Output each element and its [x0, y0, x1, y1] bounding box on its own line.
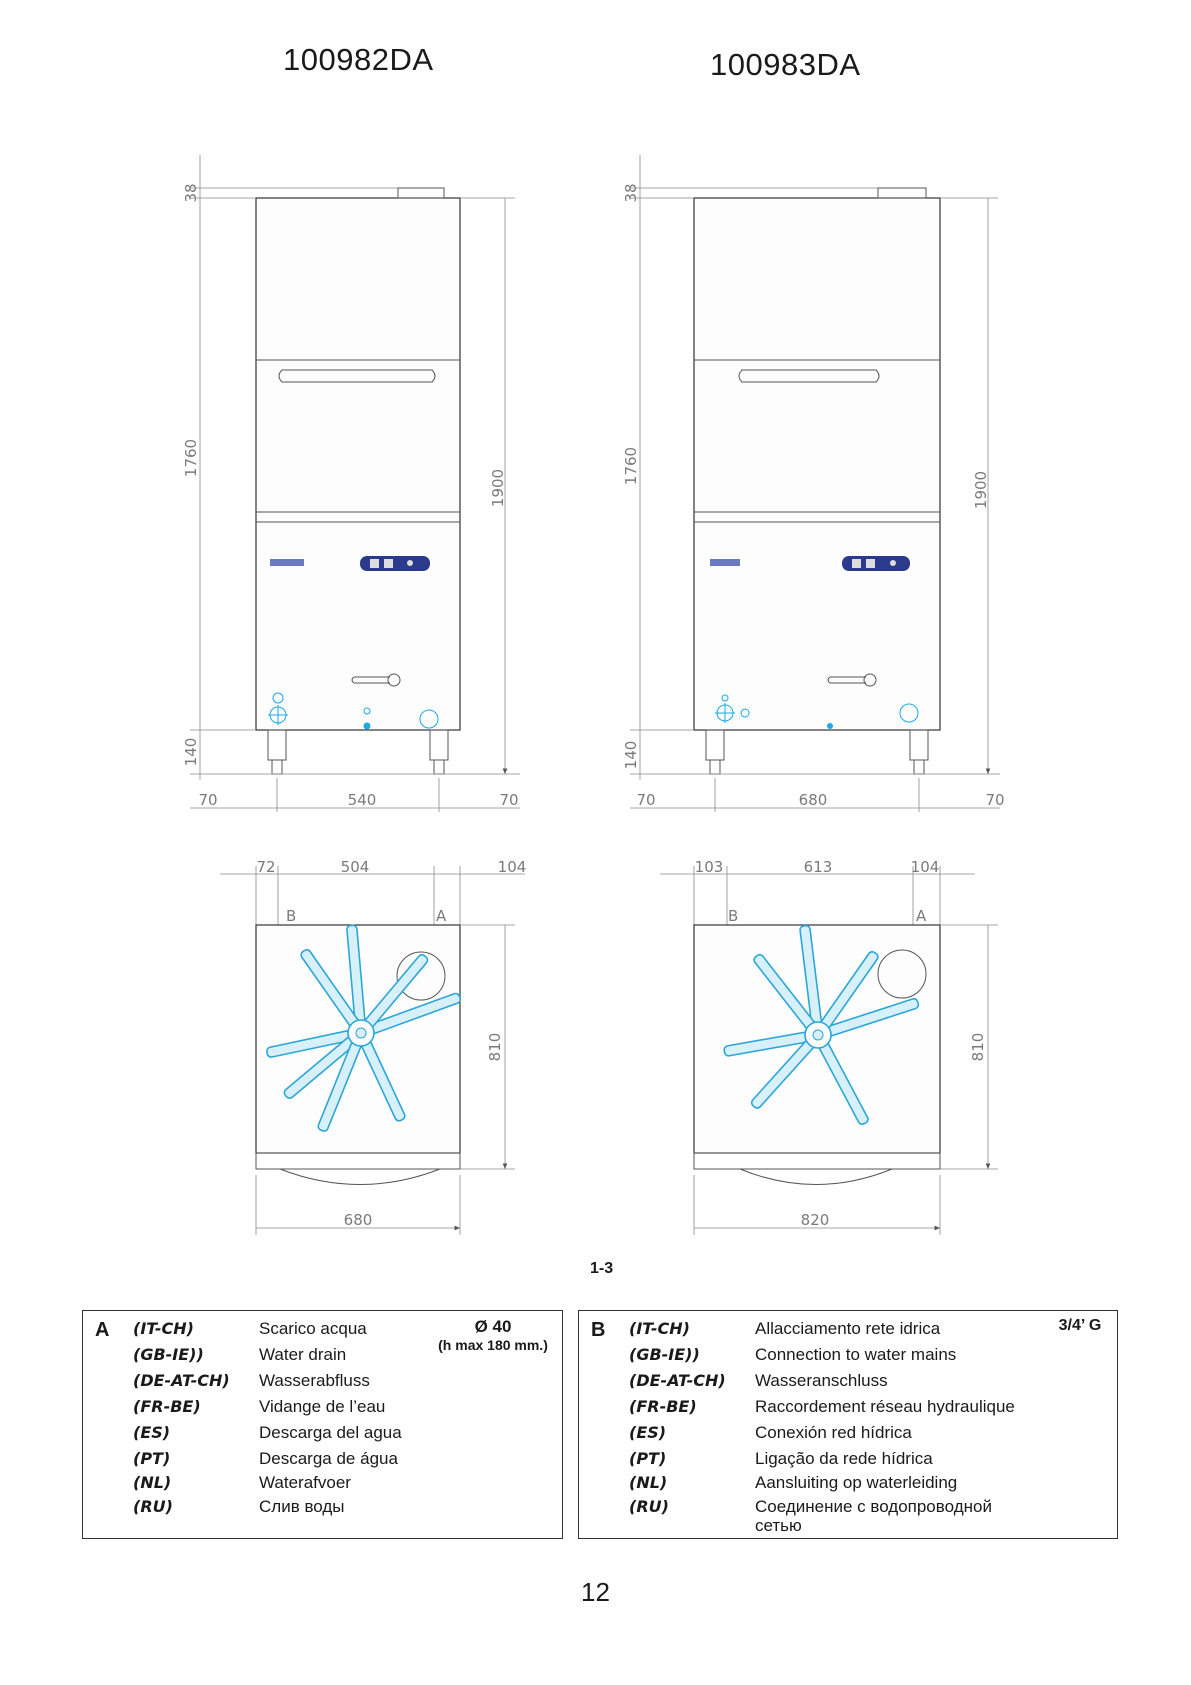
translation-text: Allacciamento rete idrica [755, 1319, 941, 1338]
language-code: (RU) [629, 1497, 669, 1516]
dim-total-height: 1900 [489, 468, 507, 508]
translation-text: Waterafvoer [259, 1473, 351, 1492]
language-code: (GB-IE)) [629, 1345, 700, 1364]
plan-view-right [660, 858, 998, 1235]
language-code: (NL) [133, 1473, 172, 1492]
legend-row [83, 1319, 562, 1343]
dim-width-front: 680 [798, 791, 828, 809]
machine-body [256, 198, 460, 730]
model-title-right: 100983DA [710, 47, 861, 82]
dim-plan-width: 680 [343, 1211, 373, 1229]
dim-feet-height: 140 [622, 740, 640, 770]
dim-plan-depth: 810 [969, 1032, 987, 1062]
translation-text: Vidange de l’eau [259, 1397, 386, 1416]
translation-text: Ligação da rede hídrica [755, 1449, 933, 1468]
translation-text: Соединение с водопроводной [755, 1497, 992, 1516]
marker-b: B [728, 907, 739, 925]
translation-text: Wasseranschluss [755, 1371, 888, 1390]
dim-total-height: 1900 [972, 470, 990, 510]
language-code: (FR-BE) [629, 1397, 697, 1416]
spec-diameter: Ø 40 [474, 1317, 512, 1336]
dim-plan-between: 504 [340, 858, 370, 876]
dim-plan-between: 613 [803, 858, 833, 876]
legend-row [83, 1371, 562, 1395]
legend-key: A [95, 1319, 110, 1341]
translation-text: Conexión red hídrica [755, 1423, 912, 1442]
model-title-left: 100982DA [283, 42, 434, 77]
legend-row [83, 1345, 562, 1369]
dim-plan-width: 820 [800, 1211, 830, 1229]
page-number: 12 [581, 1577, 610, 1607]
marker-a: A [436, 907, 447, 925]
legend-b [578, 1310, 1118, 1539]
brand-badge [710, 559, 740, 566]
dim-top-gap: 38 [622, 183, 640, 203]
brand-badge [270, 559, 304, 566]
translation-text: сетью [755, 1516, 802, 1535]
translation-text: Aansluiting op waterleiding [755, 1473, 958, 1492]
legend-key: B [591, 1319, 606, 1341]
translation-text: Scarico acqua [259, 1319, 367, 1338]
dim-body-height: 1760 [622, 446, 640, 486]
legend-row [579, 1345, 1117, 1369]
legend-row [579, 1371, 1117, 1395]
legend-row [579, 1423, 1117, 1447]
dim-plan-a-offset: 104 [497, 858, 527, 876]
language-code: (FR-BE) [133, 1397, 201, 1416]
translation-text: Wasserabfluss [259, 1371, 370, 1390]
spec-thread: 3/4’ G [1058, 1317, 1102, 1334]
plan-view-left [220, 858, 526, 1235]
legend-row [579, 1319, 1117, 1343]
front-view-right [622, 155, 1005, 812]
front-view-left [182, 155, 520, 812]
language-code: (RU) [133, 1497, 173, 1516]
translation-text: Connection to water mains [755, 1345, 957, 1364]
language-code: (NL) [629, 1473, 668, 1492]
legend-row [83, 1497, 562, 1521]
language-code: (IT-CH) [133, 1319, 194, 1338]
dim-side-left: 70 [636, 791, 656, 809]
legend-row [83, 1473, 562, 1497]
dim-top-gap: 38 [182, 183, 200, 203]
dim-plan-a-offset: 104 [910, 858, 940, 876]
language-code: (DE-AT-CH) [133, 1371, 230, 1390]
language-code: (IT-CH) [629, 1319, 690, 1338]
translation-text: Raccordement réseau hydraulique [755, 1397, 1015, 1416]
language-code: (GB-IE)) [133, 1345, 204, 1364]
language-code: (PT) [133, 1449, 171, 1468]
legend-row [83, 1397, 562, 1421]
figure-label: 1-3 [590, 1260, 614, 1277]
dim-body-height: 1760 [182, 438, 200, 478]
marker-b: B [286, 907, 297, 925]
language-code: (DE-AT-CH) [629, 1371, 726, 1390]
translation-text: Слив воды [259, 1497, 345, 1516]
dim-plan-depth: 810 [486, 1032, 504, 1062]
machine-body [694, 198, 940, 730]
legend-row [83, 1423, 562, 1447]
legend-a [82, 1310, 563, 1539]
legend-row [83, 1449, 562, 1473]
dim-side-right: 70 [985, 791, 1005, 809]
dim-feet-height: 140 [182, 737, 200, 767]
dim-side-left: 70 [198, 791, 218, 809]
legend-row [579, 1473, 1117, 1497]
language-code: (ES) [133, 1423, 171, 1442]
dim-side-right: 70 [499, 791, 519, 809]
dim-plan-b-offset: 72 [256, 858, 276, 876]
language-code: (ES) [629, 1423, 667, 1442]
translation-text: Descarga del agua [259, 1423, 402, 1442]
spec-height: (h max 180 mm.) [438, 1337, 548, 1353]
dim-plan-b-offset: 103 [694, 858, 724, 876]
language-code: (PT) [629, 1449, 667, 1468]
marker-a: A [916, 907, 927, 925]
legend-row [579, 1397, 1117, 1421]
translation-text: Descarga de água [259, 1449, 398, 1468]
legend-row [579, 1516, 1117, 1540]
legend-row [579, 1449, 1117, 1473]
dim-width-front: 540 [347, 791, 377, 809]
translation-text: Water drain [259, 1345, 347, 1364]
